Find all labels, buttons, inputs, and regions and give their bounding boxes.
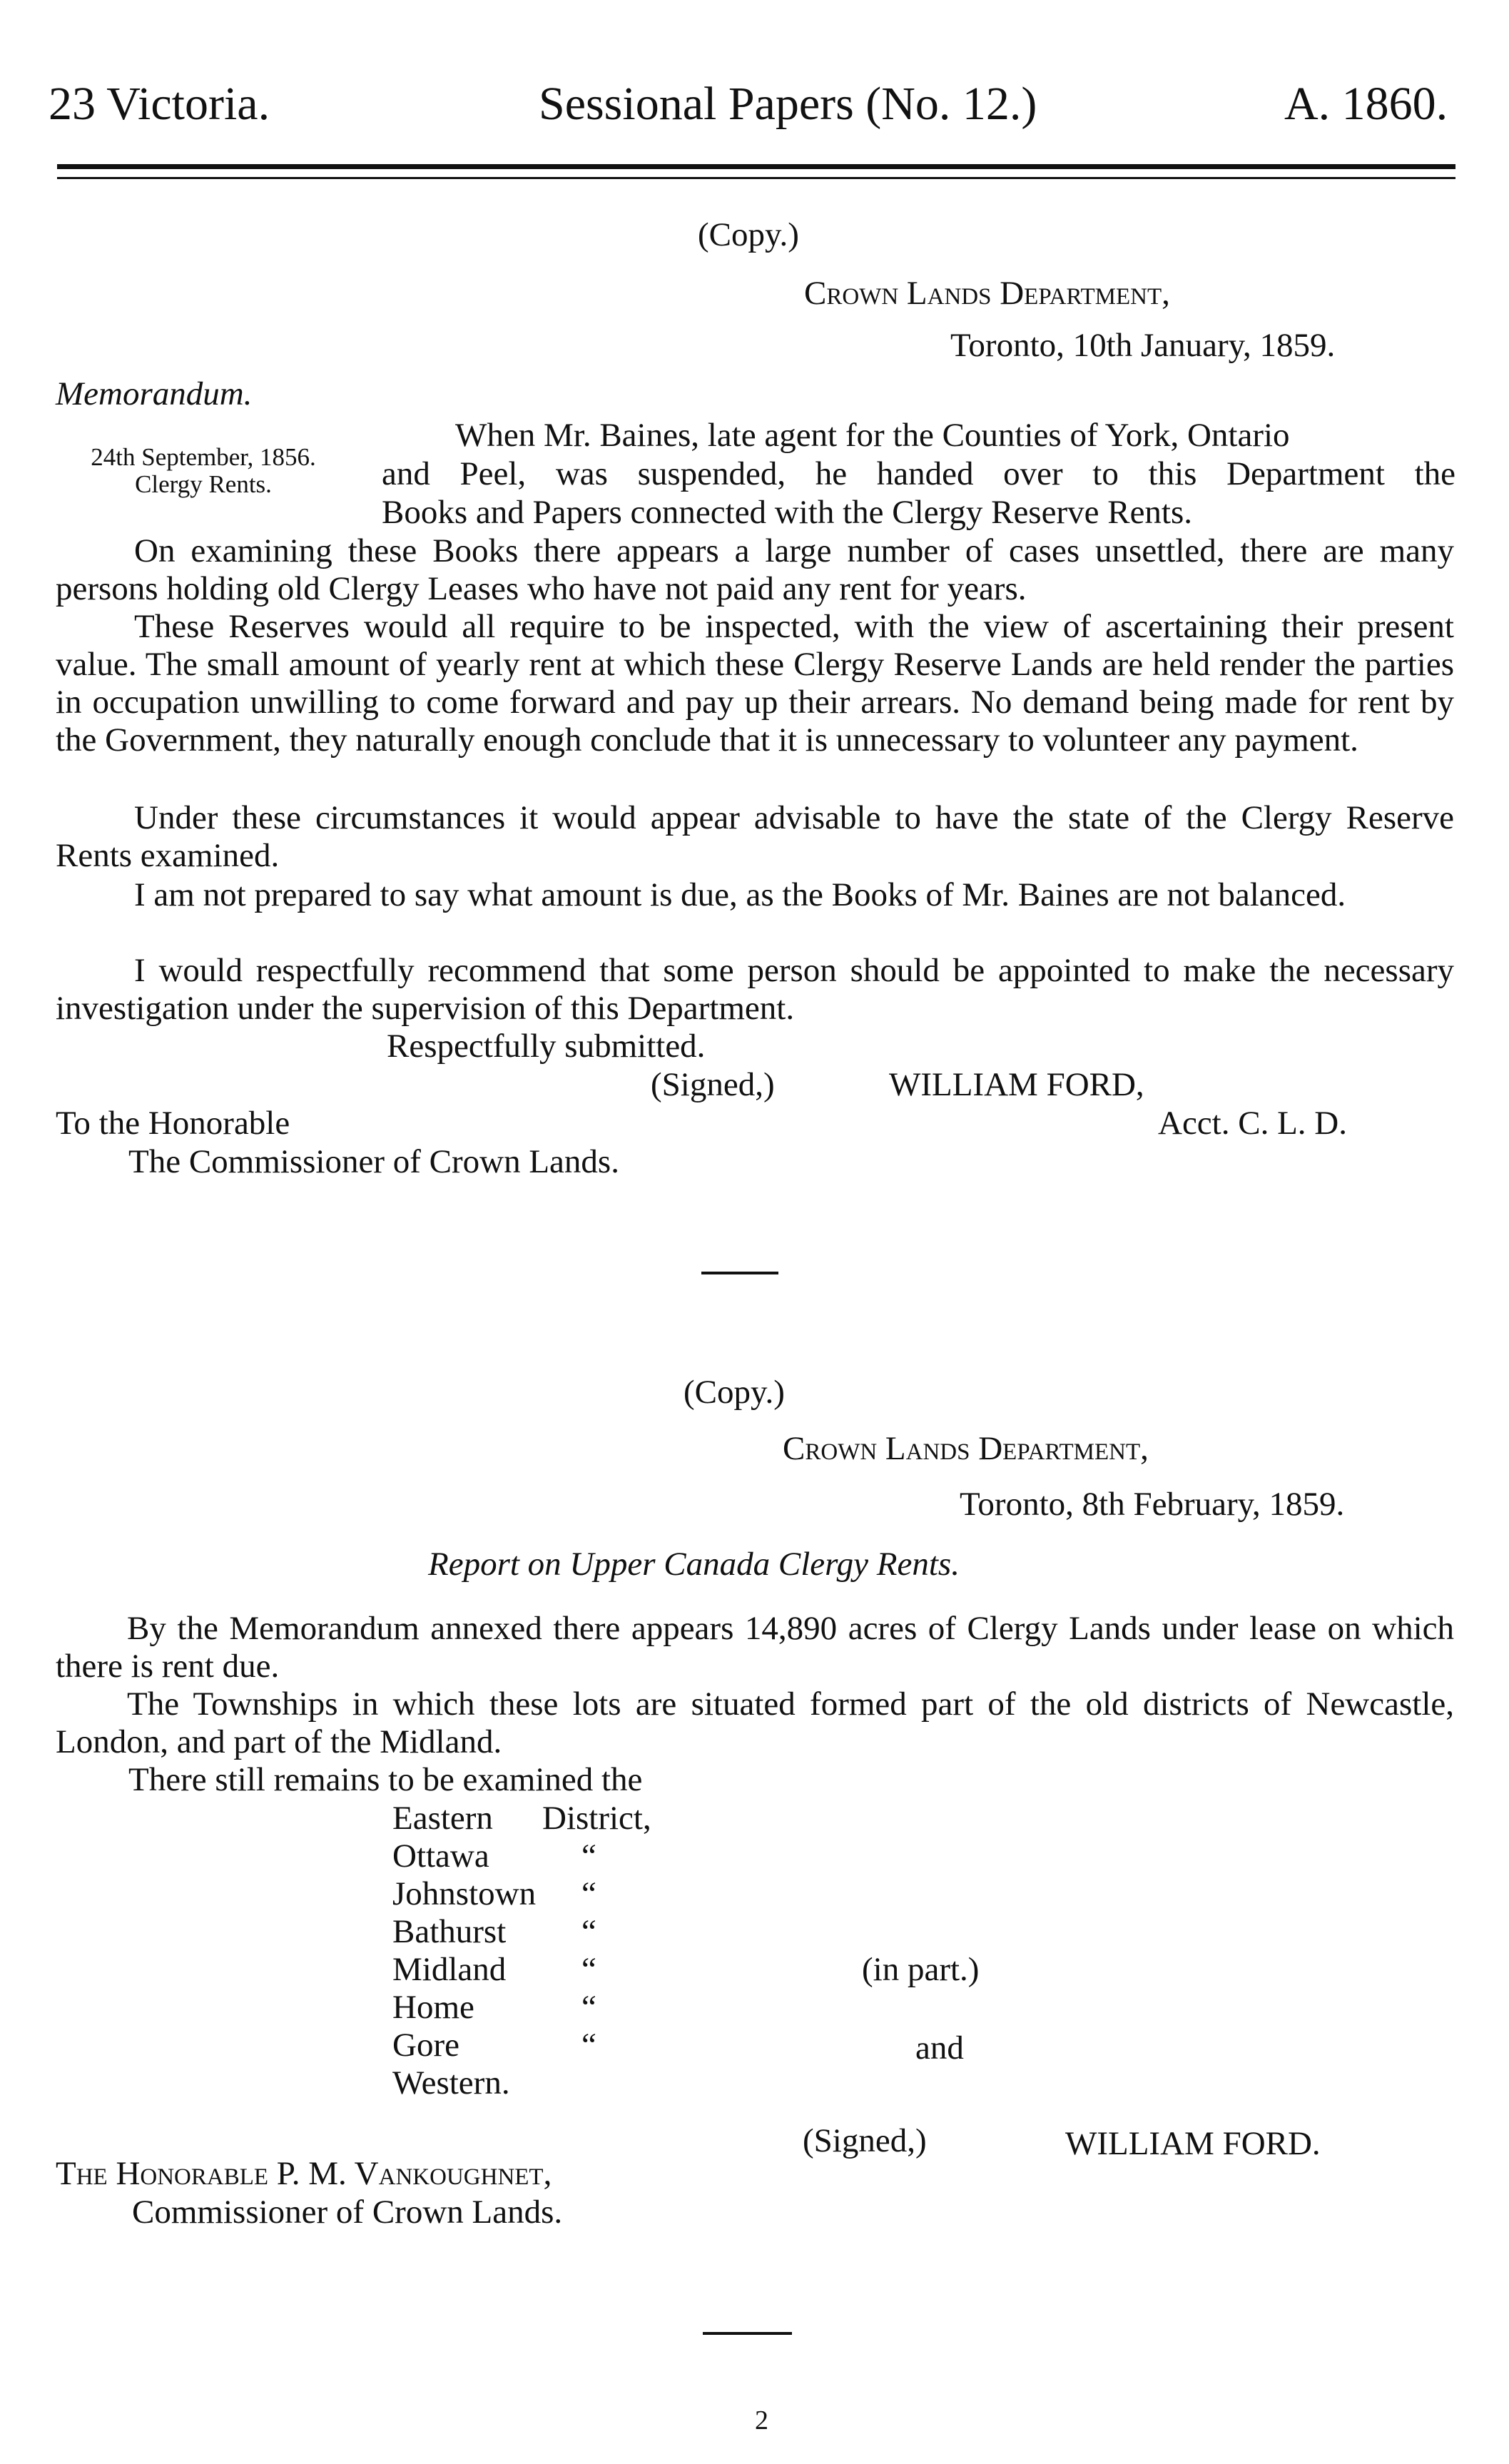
memo-date: Toronto, 10th January, 1859.: [950, 327, 1336, 364]
header-title: Sessional Papers (No. 12.): [539, 78, 1037, 130]
district-name: Johnstown: [392, 1875, 537, 1912]
header-volume: 23 Victoria.: [49, 78, 270, 130]
district-name: Ottawa: [392, 1837, 489, 1875]
report-title: Report on Upper Canada Clergy Rents.: [428, 1546, 960, 1583]
addressee-line2: The Commissioner of Crown Lands.: [128, 1143, 619, 1180]
footer-divider: [703, 2332, 792, 2335]
signer-title: Acct. C. L. D.: [1158, 1105, 1347, 1142]
district-mark: “: [581, 1875, 596, 1912]
page-number: 2: [755, 2405, 768, 2435]
district-name: Western.: [392, 2064, 510, 2102]
copy-label: (Copy.): [698, 216, 799, 253]
district-row: [392, 1800, 651, 1837]
side-note-topic: Clergy Rents.: [135, 470, 272, 498]
memo1-para6: I would respectfully recommend that some person should be appointed to make the necessary investigation under the supervision of this Department.: [56, 952, 1454, 1027]
header-rule-thick: [57, 164, 1455, 169]
memorandum-label: Memorandum.: [56, 375, 253, 412]
signer-name-2: WILLIAM FORD.: [1065, 2125, 1321, 2162]
district-mark: “: [581, 2027, 596, 2064]
addressee-2-line1: The Honorable P. M. Vankoughnet,: [56, 2155, 552, 2192]
district-name: Midland: [392, 1951, 507, 1988]
department-name-2: Crown Lands Department,: [783, 1430, 1149, 1467]
memo1-para3: These Reserves would all require to be inspected, with the view of ascertaining their present value. The small amount of yearly rent at which these Clergy Reserve Lands are held render the parties in occupation unwilling to come forward and pay up their arrears. No demand being made for rent by the Government, they naturally enough conclude that it is unnecessary to volunteer any payment.: [56, 608, 1454, 759]
closing: Respectfully submitted.: [387, 1028, 706, 1065]
memo1-para4: Under these circumstances it would appear advisable to have the state of the Clergy Reserve Rents examined.: [56, 799, 1454, 874]
district-row: [392, 1875, 596, 1913]
district-row: [392, 1989, 596, 2027]
memo1-para1-line2: and Peel, was suspended, he handed over to this Department the: [382, 455, 1455, 492]
district-mark: “: [581, 1913, 596, 1950]
signer-name: WILLIAM FORD,: [889, 1066, 1144, 1103]
memo2-para3: There still remains to be examined the: [128, 1761, 643, 1798]
report-date: Toronto, 8th February, 1859.: [960, 1486, 1345, 1523]
signed-label: (Signed,): [651, 1066, 775, 1103]
district-name: Eastern: [392, 1800, 493, 1837]
district-row: [392, 1837, 596, 1875]
memo2-para2: The Townships in which these lots are situated formed part of the old districts of Newcastle, London, and part of the Midland.: [56, 1685, 1454, 1760]
district-name: Home: [392, 1989, 474, 2026]
district-row: [392, 1913, 596, 1951]
district-row: [392, 2027, 596, 2064]
signed-label-2: (Signed,): [803, 2122, 927, 2159]
memo1-para1-line1: When Mr. Baines, late agent for the Counties of York, Ontario: [455, 417, 1290, 454]
copy-label-2: (Copy.): [684, 1374, 785, 1411]
district-row: [392, 2064, 536, 2102]
district-name: Bathurst: [392, 1913, 507, 1950]
district-name: Gore: [392, 2027, 459, 2064]
district-row: [392, 1951, 596, 1989]
department-name: Crown Lands Department,: [804, 275, 1170, 312]
side-note-date: 24th September, 1856.: [91, 443, 316, 471]
district-mark: “: [581, 1951, 596, 1988]
district-mark: “: [581, 1837, 596, 1875]
and-note: and: [915, 2029, 964, 2067]
side-note: [50, 444, 357, 498]
district-mark: “: [581, 1989, 596, 2026]
memo1-para5: I am not prepared to say what amount is due, as the Books of Mr. Baines are not balanced.: [134, 876, 1346, 913]
district-mark: District,: [542, 1800, 651, 1837]
header-rule-thin: [57, 177, 1455, 179]
memo1-para2: On examining these Books there appears a large number of cases unsettled, there are many persons holding old Clergy Leases who have not paid any rent for years.: [56, 532, 1454, 607]
memo2-para1: By the Memorandum annexed there appears 14,890 acres of Clergy Lands under lease on which there is rent due.: [56, 1610, 1454, 1685]
header-year: A. 1860.: [1284, 78, 1448, 130]
addressee-line1: To the Honorable: [56, 1105, 290, 1142]
memo1-para1-line3: Books and Papers connected with the Clergy Reserve Rents.: [382, 494, 1193, 531]
addressee-2-line2: Commissioner of Crown Lands.: [132, 2194, 563, 2231]
in-part-note: (in part.): [862, 1951, 980, 1988]
district-list: [392, 1800, 651, 2102]
section-divider: [701, 1272, 778, 1274]
